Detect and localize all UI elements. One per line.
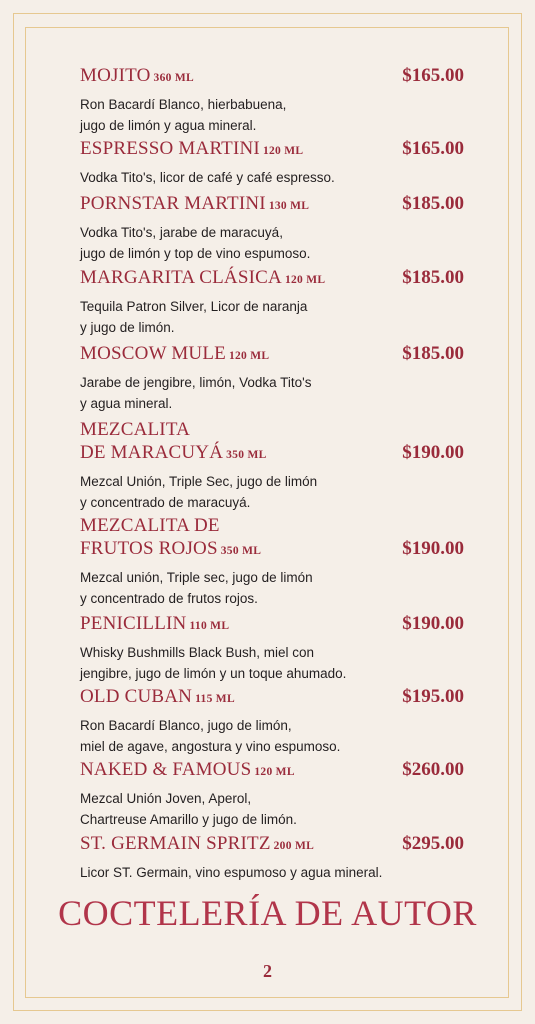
menu-item-price: $260.00 <box>402 759 464 780</box>
menu-item-volume: 120 ML <box>254 766 295 778</box>
menu-item-description: Mezcal Unión, Triple Sec, jugo de limón y concentrado de maracuyá. <box>80 474 318 510</box>
menu-item-description: Ron Bacardí Blanco, jugo de limón, miel de agave, angostura y vino espumoso. <box>80 718 341 754</box>
menu-item-description: Licor ST. Germain, vino espumoso y agua mineral. <box>80 865 383 880</box>
menu-item-volume: 130 ML <box>268 200 310 212</box>
menu-item-price: $190.00 <box>402 613 464 634</box>
menu-item-name: NAKED & FAMOUS 120 ML <box>80 759 295 780</box>
menu-item-price: $185.00 <box>402 193 464 214</box>
menu-item <box>80 685 464 757</box>
menu-item <box>80 342 464 414</box>
menu-item-name: MARGARITA CLÁSICA 120 ML <box>80 267 326 288</box>
menu-item-volume: 350 ML <box>220 545 262 557</box>
menu-item-price: $195.00 <box>402 686 464 707</box>
menu-item-price: $185.00 <box>402 343 464 364</box>
menu-item <box>80 64 464 136</box>
menu-item <box>80 832 464 883</box>
menu-item-name: ESPRESSO MARTINI 120 ML <box>80 138 304 159</box>
menu-item-name: MOSCOW MULE 120 ML <box>80 343 270 364</box>
menu-item-volume: 350 ML <box>226 449 267 461</box>
menu-item-name: ST. GERMAIN SPRITZ 200 ML <box>80 833 315 854</box>
menu-item-volume: 120 ML <box>228 350 270 362</box>
menu-item-description: Vodka Tito's, licor de café y café espresso. <box>80 170 335 185</box>
menu-item-name: MEZCALITA DE MARACUYÁ 350 ML <box>80 419 267 463</box>
menu-item-name: OLD CUBAN 115 ML <box>80 686 235 707</box>
menu-item-description: Whisky Bushmills Black Bush, miel con jengibre, jugo de limón y un toque ahumado. <box>80 645 347 681</box>
menu-item-volume: 120 ML <box>284 274 326 286</box>
menu-item <box>80 758 464 830</box>
menu-item-price: $185.00 <box>402 267 464 288</box>
menu-item-description: Tequila Patron Silver, Licor de naranja y jugo de limón. <box>80 299 308 335</box>
menu-item-description: Jarabe de jengibre, limón, Vodka Tito's y agua mineral. <box>80 375 312 411</box>
menu-item-description: Ron Bacardí Blanco, hierbabuena, jugo de limón y agua mineral. <box>80 97 287 133</box>
menu-item-price: $295.00 <box>402 833 464 854</box>
menu-item-description: Vodka Tito's, jarabe de maracuyá, jugo de limón y top de vino espumoso. <box>80 225 311 261</box>
menu-item-name: MOJITO 360 ML <box>80 65 194 86</box>
menu-item <box>80 192 464 264</box>
menu-item-description: Mezcal unión, Triple sec, jugo de limón y concentrado de frutos rojos. <box>80 570 313 606</box>
menu-item-name: MEZCALITA DE FRUTOS ROJOS 350 ML <box>80 515 262 559</box>
menu-item-description: Mezcal Unión Joven, Aperol, Chartreuse Amarillo y jugo de limón. <box>80 791 297 827</box>
menu-item-volume: 360 ML <box>153 72 194 84</box>
menu-item-volume: 200 ML <box>273 840 315 852</box>
menu-item-volume: 120 ML <box>262 145 304 157</box>
menu-item-name: PORNSTAR MARTINI 130 ML <box>80 193 310 214</box>
menu-item-volume: 110 ML <box>189 620 230 632</box>
menu-item-price: $190.00 <box>402 442 464 463</box>
menu-item <box>80 266 464 338</box>
menu-item-volume: 115 ML <box>195 693 235 705</box>
menu-item <box>80 612 464 684</box>
page-number: 2 <box>263 961 272 981</box>
menu-item <box>80 514 464 609</box>
menu-item-price: $165.00 <box>402 138 464 159</box>
menu-item-name: PENICILLIN 110 ML <box>80 613 230 634</box>
section-title: COCTELERÍA DE AUTOR <box>58 893 477 933</box>
menu-item-price: $190.00 <box>402 538 464 559</box>
menu-item <box>80 137 464 188</box>
menu-item-price: $165.00 <box>402 65 464 86</box>
menu-item <box>80 418 464 513</box>
